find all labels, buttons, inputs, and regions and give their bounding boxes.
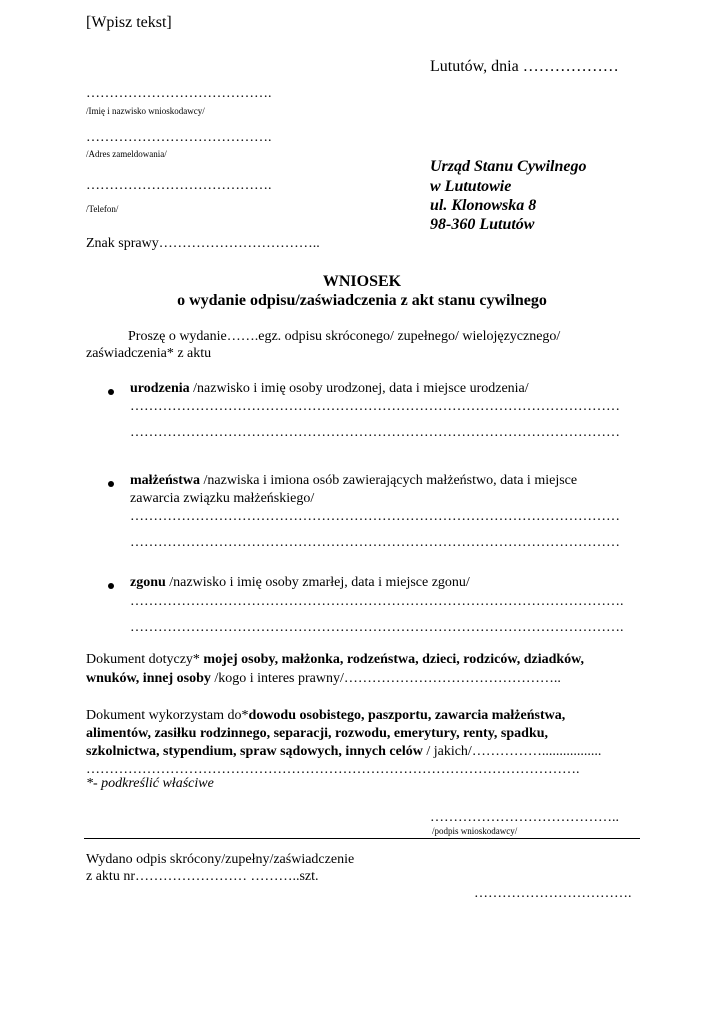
- bullet-icon: [108, 389, 114, 395]
- office-line-1: Urząd Stanu Cywilnego: [430, 158, 587, 175]
- purpose-options-3: szkolnictwa, stypendium, spraw sądowych, innych celów: [86, 744, 423, 759]
- birth-option[interactable]: [130, 381, 529, 397]
- case-number-field[interactable]: Znak sprawy……………………………..: [86, 236, 320, 251]
- applicant-address-field[interactable]: ………………………………….: [86, 130, 272, 145]
- signature-label: /podpis wnioskodawcy/: [432, 826, 518, 836]
- applicant-phone-label: /Telefon/: [86, 204, 119, 214]
- marriage-description-2: zawarcia związku małżeńskiego/: [130, 491, 315, 506]
- marriage-option[interactable]: [130, 473, 577, 489]
- marriage-field-2[interactable]: ……………………………………………………………………………………………: [130, 535, 620, 550]
- office-line-3: ul. Klonowska 8: [430, 197, 537, 214]
- applicant-address-label: /Adres zameldowania/: [86, 149, 167, 159]
- office-line-2: w Lututowie: [430, 178, 512, 195]
- request-line-1: Proszę o wydanie…….egz. odpisu skróconego/ zupełnego/ wielojęzycznego/: [128, 329, 561, 344]
- concerns-suffix: /kogo i interes prawny/………………………………………..: [210, 671, 561, 686]
- concerns-options-1: mojej osoby, małżonka, rodzeństwa, dzieci, rodziców, dziadków,: [203, 652, 585, 667]
- bullet-icon: [108, 481, 114, 487]
- request-line-2: zaświadczenia* z aktu: [86, 346, 212, 361]
- applicant-name-field[interactable]: ………………………………….: [86, 86, 272, 101]
- purpose-prefix: Dokument wykorzystam do*: [86, 708, 249, 723]
- place-date[interactable]: Lututów, dnia ………………: [430, 58, 619, 75]
- concerns-options-2: wnuków, innej osoby: [86, 671, 211, 686]
- document-title: WNIOSEK: [322, 273, 402, 290]
- office-line-4: 98-360 Lututów: [430, 216, 535, 233]
- death-option[interactable]: [130, 575, 470, 591]
- death-description: /nazwisko i imię osoby zmarłej, data i miejsce zgonu/: [165, 575, 470, 590]
- issued-line-1: Wydano odpis skrócony/zupełny/zaświadczenie: [86, 852, 355, 867]
- document-subtitle: o wydanie odpisu/zaświadczenia z akt stanu cywilnego: [177, 292, 547, 309]
- birth-field-1[interactable]: ……………………………………………………………………………………………: [130, 399, 620, 414]
- footnote: *- podkreślić właściwe: [86, 776, 214, 791]
- applicant-phone-field[interactable]: ………………………………….: [86, 178, 272, 193]
- concerns-line-2[interactable]: [86, 671, 561, 687]
- bullet-icon: [108, 583, 114, 589]
- purpose-options-2[interactable]: alimentów, zasiłku rodzinnego, separacji, rozwodu, emerytury, renty, spadku,: [86, 726, 549, 741]
- concerns-line-1[interactable]: [86, 652, 584, 668]
- marriage-label: małżeństwa: [130, 473, 200, 488]
- death-field-2[interactable]: …………………………………………………………………………………………….: [130, 620, 624, 635]
- death-label: zgonu: [130, 575, 166, 590]
- purpose-line-3[interactable]: [86, 744, 601, 760]
- applicant-name-label: /Imię i nazwisko wnioskodawcy/: [86, 106, 205, 116]
- purpose-line-1[interactable]: [86, 708, 565, 724]
- birth-field-2[interactable]: ……………………………………………………………………………………………: [130, 425, 620, 440]
- marriage-field-1[interactable]: ……………………………………………………………………………………………: [130, 509, 620, 524]
- signature-field[interactable]: …………………………………..: [430, 810, 619, 825]
- death-field-1[interactable]: …………………………………………………………………………………………….: [130, 594, 624, 609]
- birth-label: urodzenia: [130, 381, 190, 396]
- purpose-field[interactable]: …………………………………………………………………………………………….: [86, 762, 580, 777]
- marriage-description: /nazwiska i imiona osób zawierających małżeństwo, data i miejsce: [200, 473, 578, 488]
- template-placeholder: [Wpisz tekst]: [86, 14, 172, 31]
- divider: [84, 838, 640, 839]
- birth-description: /nazwisko i imię osoby urodzonej, data i miejsce urodzenia/: [189, 381, 529, 396]
- issued-line-2[interactable]: z aktu nr…………………… ………..szt.: [86, 869, 319, 884]
- concerns-prefix: Dokument dotyczy*: [86, 652, 204, 667]
- issued-signature-field[interactable]: …………………………….: [474, 886, 632, 901]
- purpose-options-1: dowodu osobistego, paszportu, zawarcia małżeństwa,: [248, 708, 566, 723]
- purpose-suffix: / jakich/…………….................: [422, 744, 602, 759]
